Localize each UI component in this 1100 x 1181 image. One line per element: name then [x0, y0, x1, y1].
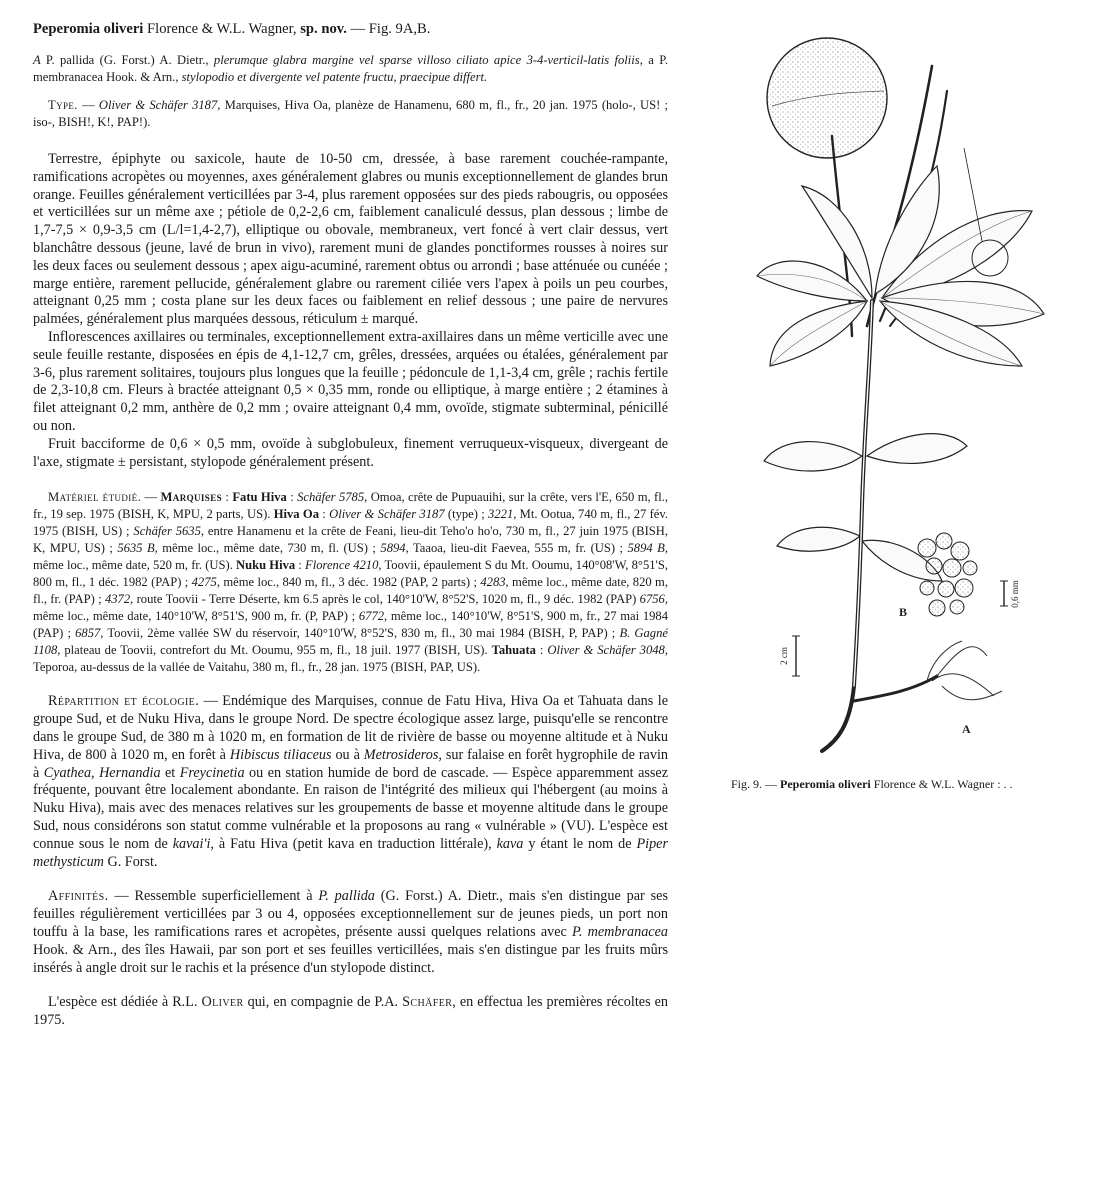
text: Hook. & Arn., des îles Hawaii, par son port et ses feuilles verticillées, mais s'en distingue par les fruits mûrs insérés à angle droit sur le rachis et la présence d'un stylopode distinct.: [33, 941, 668, 976]
caption-species: Peperomia oliveri: [780, 777, 871, 791]
species-name: Peperomia oliveri: [33, 21, 144, 37]
text: :: [286, 490, 298, 505]
text: , Taaoa, lieu-dit Faevea, 555 m, fr. (US) ;: [405, 541, 628, 556]
collector: 3221: [488, 507, 514, 522]
roots: [927, 641, 1002, 700]
section-label: Type.: [48, 98, 78, 112]
text: et: [160, 764, 180, 781]
figure-label-a: A: [962, 722, 971, 736]
scale-bar-b: [1000, 580, 1020, 608]
text: , route Toovii - Terre Déserte, km 6.5 après le col, 140°10'W, 8°52'S, 1020 m, fl., 9 déc. 1982 (PAP): [130, 592, 640, 607]
material-examined: [33, 489, 668, 676]
caption-ellipsis: . .: [1000, 777, 1013, 791]
collector: Oliver & Schäfer 3048: [547, 643, 665, 658]
text: , à Fatu Hiva (petit kava en traduction littérale),: [210, 835, 497, 852]
collector: Schäfer 5785: [297, 490, 365, 505]
text: , même loc., même date, 730 m, fl. (US) ;: [154, 541, 381, 556]
text: , en effectua les premières récoltes en 1975.: [33, 994, 669, 1029]
island-name: Fatu Hiva: [232, 490, 287, 505]
vernacular-name: kavai'i: [172, 835, 211, 852]
text: :: [319, 507, 330, 522]
collector: 5894: [380, 541, 406, 556]
collector: 4372: [104, 592, 131, 607]
text: (type) ;: [444, 507, 489, 522]
scale-bar-a: [779, 636, 800, 676]
collector: Oliver & Schäfer 3187: [98, 98, 218, 112]
plant-illustration: [732, 36, 1077, 766]
text: , Omoa, crête de Pupuauihi, sur la crête, vers l'E, 650 m, fl., fr., 19 sep. 1975 (BISH, K, MPU, 2 parts, US).: [33, 490, 669, 522]
taxon-ref: Cyathea: [43, 764, 92, 781]
text: , plateau de Toovii, contrefort du Mt. Ooumu, 955 m, fl., 18 juil. 1977 (BISH, US).: [57, 643, 492, 658]
section-label: Matériel étudié.: [48, 490, 142, 505]
diagnosis-text: plerumque glabra margine vel sparse villoso ciliato apice 3-4-verticil-latis foliis,: [213, 53, 643, 67]
taxon-ref: P. pallida: [45, 53, 95, 67]
type-details: , Marquises, Hiva Oa, planèze de Hanamenu, 680 m, fl., fr., 20 jan. 1975 (holo-, US! ; iso-, BISH!, K!, PAP!).: [33, 98, 669, 129]
taxon-ref: P. pallida: [318, 888, 375, 905]
collector: Florence 4210: [305, 558, 379, 573]
collector: 4275: [191, 575, 217, 590]
text: L'espèce est dédiée à R.L.: [48, 994, 202, 1011]
caption-prefix: Fig. 9. —: [731, 777, 781, 791]
caption-authority: Florence & W.L. Wagner :: [870, 777, 1001, 791]
taxon-ref: Hernandia: [99, 764, 161, 781]
affinities: [33, 888, 668, 977]
text: :: [535, 643, 548, 658]
diagnosis-text: a: [642, 53, 660, 67]
collector: 6772: [358, 609, 385, 624]
collector: Schäfer 5635: [133, 524, 201, 539]
taxon-ref: Freycinetia: [179, 764, 245, 781]
stem: [822, 301, 937, 751]
description-paragraph: Fruit bacciforme de 0,6 × 0,5 mm, ovoïde à subglobuleux, finement verruqueux-visqueux, divergeant de l'axe, stigmate ± persistant, stylopode généralement présent.: [33, 435, 668, 470]
person-name: Oliver: [201, 994, 244, 1011]
island-name: Hiva Oa: [273, 507, 319, 522]
text: y étant le nom de: [523, 835, 637, 852]
diagnosis-text: stylopodio et divergente vel patente fructu, praecipue differt.: [181, 70, 488, 84]
taxon-ref: P. membranacea: [33, 53, 668, 84]
text: , Toovii, épaulement S du Mt. Ooumu, 140°08'W, 8°51'S, 800 m, fl., 1 déc. 1982 (PAP) ;: [33, 558, 668, 590]
text: :: [222, 490, 233, 505]
dash: —: [141, 490, 161, 505]
text: ou à: [331, 746, 364, 763]
text: , même loc., même date, 520 m, fr. (US).: [33, 541, 668, 573]
collector: 4283: [480, 575, 506, 590]
collector: 5635 B: [117, 541, 155, 556]
person-name: Schäfer: [402, 994, 453, 1011]
leaves: [757, 166, 1044, 581]
diagnosis-text: Hook. & Arn.,: [102, 70, 182, 84]
diagnosis-text: A: [33, 53, 46, 67]
scale-bar-a-label: 2 cm: [779, 647, 789, 665]
text: , même loc., 140°10'W, 8°51'S, 900 m, fr., 27 mai 1984 (PAP) ;: [33, 609, 669, 641]
text: , même loc., même date, 820 m, fl., fr. (PAP) ;: [33, 575, 668, 607]
dash: —: [77, 98, 99, 112]
figure-caption: [731, 776, 1061, 792]
island-name: Nuku Hiva: [236, 558, 296, 573]
species-heading: [33, 20, 668, 38]
species-authority: Florence & W.L. Wagner,: [143, 21, 301, 37]
type-specimen: [33, 97, 668, 131]
collector: B. Gagné 1108: [33, 626, 668, 658]
taxon-ref: P. membranacea: [572, 923, 668, 940]
text: — Ressemble superficiellement à: [108, 888, 319, 905]
text: , sur falaise en forêt hygrophile de ravin à: [33, 746, 668, 781]
taxon-ref: Metrosideros: [363, 746, 439, 763]
taxon-ref: Piper methysticum: [33, 835, 668, 870]
text: :: [295, 558, 306, 573]
collector: 5894 B: [627, 541, 665, 556]
scale-bar-b-label: 0,6 mm: [1010, 580, 1020, 608]
collector: 6857: [75, 626, 101, 641]
description-paragraph: Terrestre, épiphyte ou saxicole, haute de 10-50 cm, dressée, à base rarement couchée-rampante, ramifications acropètes ou moyennes, axes généralement glabres ou munis exceptionnellement de glandes brun orange. Feuilles généralement verticillées par 3-4, plus rarement opposées sur des pieds rabougris, ou opposées et verticillées sur un même axe ; pétiole de 0,2-2,6 cm, faiblement canaliculé dessus, plan dessous ; limbe de 1,7-7,5 × 0,9-3,5 cm (L/l=1,4-2,7), elliptique ou obovale, membraneux, vert foncé à vert clair dessus, vert blanchâtre dessous (jeune, lavé de brun in vivo), rarement muni de glandes ponctiformes rousses à noires sur les deux faces ou seulement dessous ; apex aigu-acuminé, rarement obtus ou arrondi ; base atténuée ou cunéée ; marge entière, rarement pellucide, généralement glabre ou rarement ciliée vers l'apex à poils un peu courbes, atteignant 0,25 mm ; costa plane sur les deux faces ou faiblement en relief dessous ; une paire de nervures palmées, généralement plus marquées dessous, réticulum ± marqué.: [33, 151, 668, 328]
text: , entre Hanamenu et la crête de Feani, lieu-dit Teho'o ho'o, 730 m, fl., 27 juin 1975 (BISH, K, MPU, US) ;: [33, 524, 669, 556]
text: , Mt. Ootua, 740 m, fl., 27 fév. 1975 (BISH, US) ;: [33, 507, 669, 539]
text-column: [33, 20, 668, 1030]
text: ou en station humide de bord de cascade. — Espèce apparemment assez fréquente, pouvant être localement abondante. En raison de l'intégrité des milieux qui l'hébergent (au moins à Nuku Hiva), mais avec des menaces relatives sur les groupements de basse et moyenne altitude dans le groupe Sud, nous considérons son statut comme vulnérable et la proposons au rang « vulnérable » (VU). L'espèce est connue sous le nom de: [33, 764, 669, 852]
text: ,: [91, 764, 100, 781]
text: — Endémique des Marquises, connue de Fatu Hiva, Hiva Oa et Tahuata dans le groupe Sud, et de Nuku Hiva, dans le groupe Nord. De spectre écologique assez large, puisqu'elle se rencontre dans le groupe Sud, de 380 m à 1020 m, en formation de lit de rivière de basse ou moyenne altitude et à Nuku Hiva, de 800 à 1020 m, en forêt à: [33, 693, 668, 763]
text: (G. Forst.) A. Dietr., mais s'en distingue par ses feuilles régulièrement verticillées par 3 ou 4, opposées exceptionnellement sur de jeunes pieds, un port non touffu à la base, les ramifications rares et acropètes, présente aussi quelques relations avec: [33, 888, 668, 940]
magnified-detail-circle: [767, 38, 887, 158]
text: , Toovii, 2ème vallée SW du réservoir, 140°10'W, 8°52'S, 830 m, fl., 30 mai 1984 (BISH, P, PAP) ;: [100, 626, 620, 641]
taxon-ref: Hibiscus tiliaceus: [229, 746, 332, 763]
dedication: [33, 994, 668, 1030]
text: , Teporoa, au-dessus de la vallée de Vaitahu, 380 m, fl., fr., 28 jan. 1975 (BISH, PAP, US).: [33, 643, 669, 675]
distribution-ecology: [33, 693, 668, 871]
text: G. Forst.: [103, 853, 158, 870]
text: , même loc., 840 m, fl., 3 déc. 1982 (PAP, 2 parts) ;: [216, 575, 481, 590]
text: , même loc., même date, 140°10'W, 8°51'S, 900 m, fr. (P, PAP) ;: [33, 592, 668, 624]
vernacular-name: kava: [496, 835, 524, 852]
text: qui, en compagnie de P.A.: [243, 994, 403, 1011]
latin-diagnosis: [33, 52, 668, 86]
island-name: Tahuata: [491, 643, 536, 658]
description-paragraph: Inflorescences axillaires ou terminales, exceptionnellement extra-axillaires dans un même verticille avec une seule feuille restante, disposées en épis de 4,1-12,7 cm, grêles, dressées, arquées ou étalées, généralement par 3-6, plus rarement solitaires, toujours plus longues que la feuille ; pédoncule de 1,1-3,4 cm, grêle ; rachis fertile de 2,3-10,8 cm. Fleurs à bractée atteignant 0,5 × 0,35 mm, ronde ou elliptique, à marge entière ; 2 étamines à filet atteignant 0,2 mm, anthère de 0,2 mm ; ovaire atteignant 0,4 mm, ovoïde, stigmate subterminal, pénicillé ou non.: [33, 328, 668, 434]
diagnosis-text: (G. Forst.) A. Dietr.,: [94, 53, 214, 67]
section-label: Répartition et écologie.: [48, 693, 200, 710]
figure-reference: — Fig. 9A,B.: [346, 21, 431, 37]
collector: 6756: [639, 592, 665, 607]
figure-label-b: B: [899, 605, 908, 619]
species-status: sp. nov.: [300, 21, 347, 37]
collector: Oliver & Schäfer 3187: [329, 507, 445, 522]
region-name: Marquises: [160, 490, 223, 505]
section-label: Affinités.: [48, 888, 109, 905]
